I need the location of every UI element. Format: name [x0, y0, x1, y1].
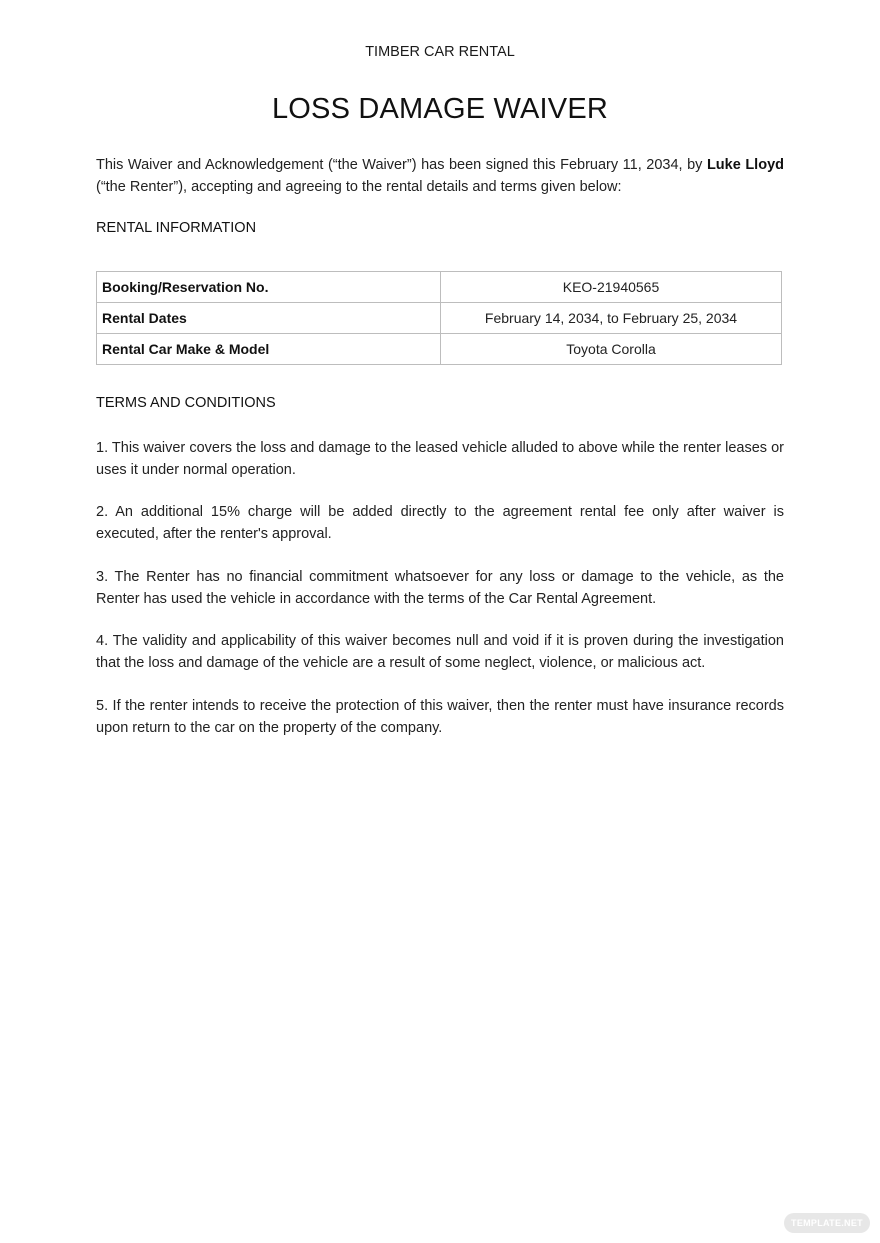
rental-information-table	[96, 271, 782, 365]
table-label-cell: Rental Car Make & Model	[97, 334, 441, 365]
company-name: TIMBER CAR RENTAL	[365, 44, 515, 60]
table-row	[97, 272, 782, 303]
term-item-2: 2. An additional 15% charge will be added directly to the agreement rental fee only after waiver is executed, after the renter's approval.	[96, 504, 784, 542]
term-item-1: 1. This waiver covers the loss and damage to the leased vehicle alluded to above while the renter leases or uses it under normal operation.	[96, 440, 784, 478]
template-watermark: TEMPLATE.NET	[784, 1213, 870, 1233]
intro-text-before: This Waiver and Acknowledgement (“the Waiver”) has been signed this February 11, 2034, by	[96, 157, 707, 173]
table-label-cell: Booking/Reservation No.	[97, 272, 441, 303]
term-item-5: 5. If the renter intends to receive the protection of this waiver, then the renter must have insurance records upon return to the car on the property of the company.	[96, 698, 784, 736]
document-title: LOSS DAMAGE WAIVER	[271, 93, 609, 125]
renter-name: Luke Lloyd	[706, 157, 784, 173]
rental-information-heading: RENTAL INFORMATION	[96, 220, 257, 236]
table-value-cell: Toyota Corolla	[441, 334, 782, 365]
terms-and-conditions-heading: TERMS AND CONDITIONS	[96, 395, 276, 411]
table-row	[97, 303, 782, 334]
table-value-cell: KEO-21940565	[441, 272, 782, 303]
table-row	[97, 334, 782, 365]
table-label-cell: Rental Dates	[97, 303, 441, 334]
table-value-cell: February 14, 2034, to February 25, 2034	[441, 303, 782, 334]
term-item-3: 3. The Renter has no financial commitment whatsoever for any loss or damage to the vehicle, as the Renter has used the vehicle in accordance with the terms of the Car Rental Agreement.	[96, 569, 784, 607]
intro-text-after: (“the Renter”), accepting and agreeing to the rental details and terms given below:	[96, 179, 622, 195]
intro-paragraph	[96, 154, 784, 198]
term-item-4: 4. The validity and applicability of this waiver becomes null and void if it is proven during the investigation that the loss and damage of the vehicle are a result of some neglect, violence, or malicious act.	[96, 633, 784, 671]
